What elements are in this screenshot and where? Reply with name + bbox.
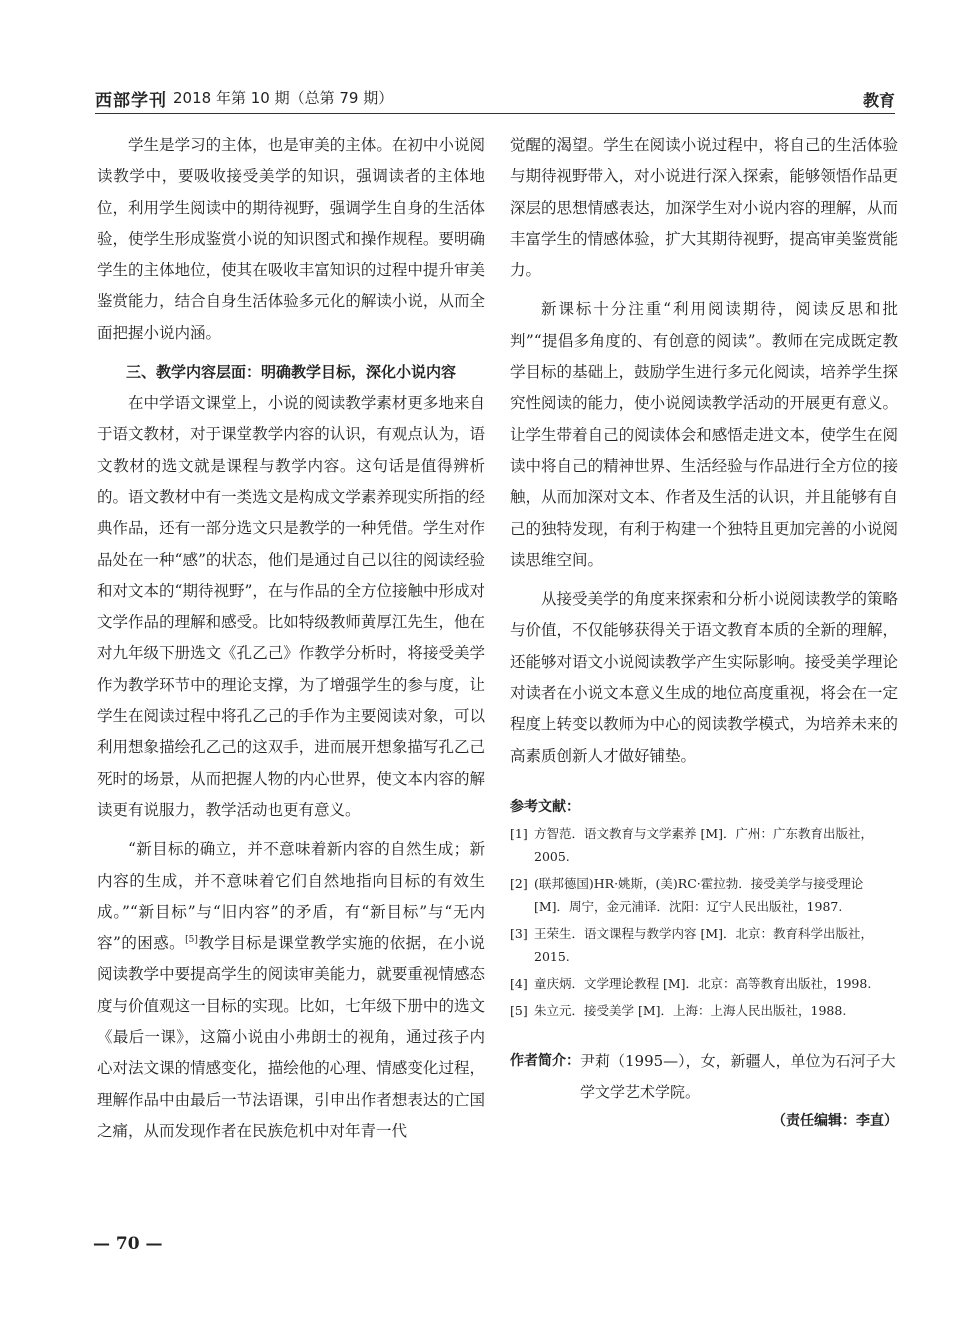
- reference-text: (联邦德国)HR·姚斯，(美)RC·霍拉勃．接受美学与接受理论 [M]．周宁，金元浦译．沈阳：辽宁人民出版社，1987.: [534, 875, 864, 914]
- issue-info: 2018 年第 10 期（总第 79 期）: [173, 89, 394, 107]
- paragraph-text: “新目标的确立，并不意味着新内容的自然生成；新内容的生成，并不意味着它们自然地指向目标的有效生成。”“新目标”与“旧内容”的矛盾，有“新目标”与“无内容”的困惑。: [97, 840, 485, 953]
- reference-number: [1]: [510, 825, 528, 841]
- journal-name: 西部学刊: [95, 91, 167, 111]
- reference-item: [510, 999, 898, 1022]
- reference-text: 朱立元．接受美学 [M]．上海：上海人民出版社，1988.: [534, 1002, 847, 1018]
- reference-number: [5]: [510, 1002, 528, 1018]
- responsible-editor: （责任编辑：李直）: [772, 1112, 898, 1129]
- reference-list: [510, 822, 898, 1022]
- footnote-marker: [5]: [185, 934, 198, 945]
- page-number: — 70 —: [93, 1234, 163, 1254]
- reference-number: [4]: [510, 975, 528, 991]
- paragraph: [97, 834, 485, 1147]
- paragraph-text: 教学目标是课堂教学实施的依据，在小说阅读教学中要提高学生的阅读审美能力，就要重视情感态度与价值观这一目标的实现。比如，七年级下册中的选文《最后一课》，这篇小说由小弗朗士的视角，通过孩子内心对法文课的情感变化，描绘他的心理、情感变化过程，理解作品中由最后一节法语课，引申出作者想表达的亡国之痛，从而发现作者在民族危机中对年青一代: [97, 934, 485, 1140]
- author-label: 作者简介：: [510, 1052, 580, 1069]
- right-column: [510, 130, 898, 1130]
- paragraph: 觉醒的渴望。学生在阅读小说过程中，将自己的生活体验与期待视野带入，对小说进行深入探索，能够领悟作品更深层的思想情感表达，加深学生对小说内容的理解，从而丰富学生的情感体验，扩大其期待视野，提高审美鉴赏能力。: [510, 136, 898, 280]
- header-rule: [95, 113, 895, 114]
- author-text: 尹莉（1995—），女，新疆人，单位为石河子大学文学艺术学院。: [580, 1051, 896, 1101]
- references-title: 参考文献：: [510, 798, 580, 815]
- paragraph: 学生是学习的主体，也是审美的主体。在初中小说阅读教学中，要吸收接受美学的知识，强调读者的主体地位，利用学生阅读中的期待视野，强调学生自身的生活体验，使学生形成鉴赏小说的知识图式和操作规程。要明确学生的主体地位，使其在吸收丰富知识的过程中提升审美鉴赏能力，结合自身生活体验多元化的解读小说，从而全面把握小说内涵。: [97, 136, 485, 342]
- reference-text: 王荣生．语文课程与教学内容 [M]．北京：教育科学出版社，2015.: [534, 925, 874, 964]
- section-heading: 三、教学内容层面：明确教学目标，深化小说内容: [125, 363, 456, 382]
- paragraph: 从接受美学的角度来探索和分析小说阅读教学的策略与价值，不仅能够获得关于语文教育本质的全新的理解，还能够对语文小说阅读教学产生实际影响。接受美学理论对读者在小说文本意义生成的地位高度重视，将会在一定程度上转变以教师为中心的阅读教学模式，为培养未来的高素质创新人才做好铺垫。: [510, 590, 898, 765]
- reference-number: [3]: [510, 925, 528, 941]
- reference-text: 童庆炳．文学理论教程 [M]．北京：高等教育出版社，1998.: [534, 975, 872, 991]
- reference-item: [510, 922, 898, 968]
- reference-item: [510, 822, 898, 868]
- reference-text: 方智范．语文教育与文学素养 [M]．广州：广东教育出版社，2005.: [534, 825, 874, 864]
- running-header: [95, 86, 895, 112]
- author-bio: [510, 1046, 898, 1108]
- paragraph: 在中学语文课堂上，小说的阅读教学素材更多地来自于语文教材，对于课堂教学内容的认识，有观点认为，语文教材的选文就是课程与教学内容。这句话是值得辨析的。语文教材中有一类选文是构成文学素养现实所指的经典作品，还有一部分选文只是教学的一种凭借。学生对作品处在一种“感”的状态，他们是通过自己以往的阅读经验和对文本的“期待视野”，在与作品的全方位接触中形成对文学作品的理解和感受。比如特级教师黄厚江先生，他在对九年级下册选文《孔乙己》作教学分析时，将接受美学作为教学环节中的理论支撑，为了增强学生的参与度，让学生在阅读过程中将孔乙己的手作为主要阅读对象，可以利用想象描绘孔乙己的这双手，进而展开想象描写孔乙己死时的场景，从而把握人物的内心世界，使文本内容的解读更有说服力，教学活动也更有意义。: [97, 394, 485, 819]
- section-label: 教育: [862, 91, 895, 110]
- left-column: [97, 130, 485, 1155]
- reference-item: [510, 872, 898, 918]
- reference-item: [510, 972, 898, 995]
- reference-number: [2]: [510, 875, 528, 891]
- paragraph: 新课标十分注重“利用阅读期待，阅读反思和批判”“提倡多角度的、有创意的阅读”。教师在完成既定教学目标的基础上，鼓励学生进行多元化阅读，培养学生探究性阅读的能力，使小说阅读教学活动的开展更有意义。让学生带着自己的阅读体会和感悟走进文本，使学生在阅读中将自己的精神世界、生活经验与作品进行全方位的接触，从而加深对文本、作者及生活的认识，并且能够有自己的独特发现，有利于构建一个独特且更加完善的小说阅读思维空间。: [510, 300, 898, 569]
